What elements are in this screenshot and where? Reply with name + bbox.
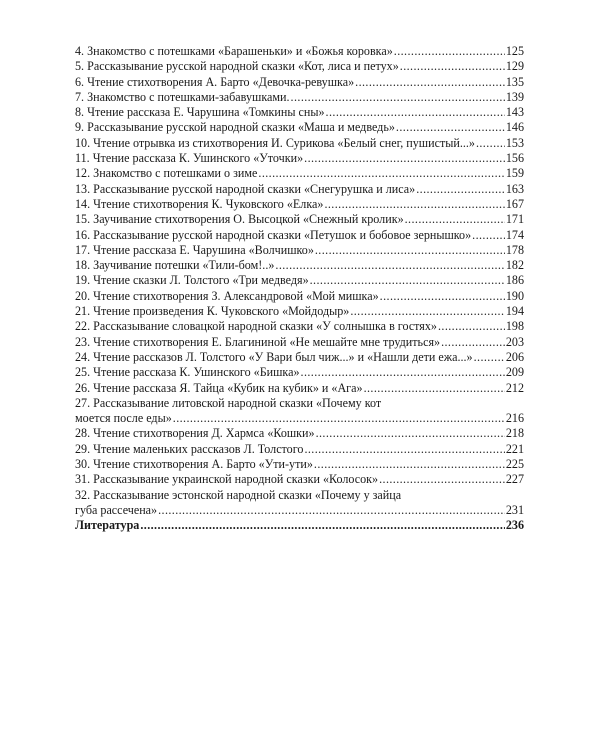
toc-page-number: 125 [505, 44, 524, 58]
table-of-contents [75, 44, 524, 534]
toc-entry-13[interactable] [75, 182, 524, 197]
toc-entry-literature[interactable] [75, 518, 524, 533]
toc-page-number: 182 [505, 258, 524, 273]
toc-entry-title: 18. Заучивание потешки «Тили-бом!..» [75, 258, 275, 273]
toc-page-number: 198 [505, 319, 524, 334]
toc-entry-title: 12. Знакомство с потешками о зиме [75, 166, 258, 181]
toc-entry-5[interactable] [75, 59, 524, 74]
toc-leader-dots [474, 350, 505, 365]
toc-page-number: 129 [505, 59, 524, 74]
toc-entry-8[interactable] [75, 105, 524, 120]
toc-leader-dots [476, 136, 505, 151]
toc-entry-title: 22. Рассказывание словацкой народной сказки «У солнышка в гостях» [75, 319, 437, 334]
toc-leader-dots [173, 411, 505, 426]
toc-entry-title: 15. Заучивание стихотворения О. Высоцкой «Снежный кролик» [75, 212, 404, 227]
toc-leader-dots [291, 90, 505, 105]
toc-entry-14[interactable] [75, 197, 524, 212]
toc-leader-dots [400, 59, 505, 74]
toc-entry-title: 25. Чтение рассказа К. Ушинского «Бишка» [75, 365, 300, 380]
toc-page-number: 139 [505, 89, 524, 104]
toc-entry-9[interactable] [75, 120, 524, 135]
toc-page-number: 218 [505, 426, 524, 441]
toc-entry-21[interactable] [75, 304, 524, 319]
toc-leader-dots [394, 44, 505, 59]
toc-entry-title: 26. Чтение рассказа Я. Тайца «Кубик на кубик» и «Ага» [75, 380, 363, 395]
toc-entry-title: 10. Чтение отрывка из стихотворения И. Сурикова «Белый снег, пушистый...» [75, 135, 475, 150]
toc-entry-17[interactable] [75, 243, 524, 258]
toc-page-number: 174 [505, 227, 524, 242]
toc-entry-title: 28. Чтение стихотворения Д. Хармса «Кошки» [75, 426, 315, 441]
toc-page-number: 143 [505, 105, 524, 120]
toc-entry-15[interactable] [75, 212, 524, 227]
toc-leader-dots [140, 518, 505, 533]
toc-entry-title: 7. Знакомство с потешками-забавушками. [75, 89, 290, 104]
toc-entry-19[interactable] [75, 273, 524, 288]
toc-leader-dots [324, 197, 504, 212]
toc-leader-dots [158, 503, 505, 518]
toc-entry-title-continued: моется после еды» [75, 411, 172, 426]
toc-entry-12[interactable] [75, 166, 524, 181]
toc-leader-dots [416, 182, 505, 197]
toc-page-number: 206 [505, 349, 524, 364]
toc-entry-title-continued: губа рассечена» [75, 502, 158, 517]
toc-entry-29[interactable] [75, 442, 524, 457]
toc-page-number: 227 [505, 472, 524, 487]
toc-entry-31[interactable] [75, 472, 524, 487]
toc-leader-dots [304, 442, 504, 457]
toc-entry-32[interactable] [75, 503, 524, 518]
toc-page-number: 221 [505, 441, 524, 456]
toc-page-number: 212 [505, 380, 524, 395]
toc-entry-title: 30. Чтение стихотворения А. Барто «Ути-ути» [75, 457, 313, 472]
toc-leader-dots [304, 151, 505, 166]
toc-page-number: 216 [505, 411, 524, 426]
toc-page-number: 146 [505, 120, 524, 135]
toc-entry-title: 17. Чтение рассказа Е. Чарушина «Волчишко» [75, 242, 314, 257]
toc-entry-title: 29. Чтение маленьких рассказов Л. Толстого [75, 441, 304, 456]
toc-entry-title: Литература [75, 518, 140, 533]
toc-leader-dots [364, 381, 505, 396]
toc-leader-dots [396, 120, 505, 135]
toc-entry-title: 6. Чтение стихотворения А. Барто «Девочка-ревушка» [75, 74, 355, 89]
toc-page-number: 153 [505, 135, 524, 150]
toc-leader-dots [380, 289, 505, 304]
toc-leader-dots [316, 426, 505, 441]
toc-entry-26[interactable] [75, 381, 524, 396]
toc-entry-23[interactable] [75, 335, 524, 350]
toc-entry-24[interactable] [75, 350, 524, 365]
toc-page-number: 156 [505, 151, 524, 166]
toc-entry-title: 20. Чтение стихотворения З. Александровой «Мой мишка» [75, 288, 379, 303]
toc-entry-title: 16. Рассказывание русской народной сказки «Петушок и бобовое зернышко» [75, 227, 472, 242]
toc-entry-title: 13. Рассказывание русской народной сказки «Снегурушка и лиса» [75, 181, 416, 196]
toc-leader-dots [310, 273, 505, 288]
toc-entry-11[interactable] [75, 151, 524, 166]
toc-entry-title: 21. Чтение произведения К. Чуковского «Мойдодыр» [75, 304, 350, 319]
toc-page-number: 163 [505, 181, 524, 196]
toc-entry-title: 8. Чтение рассказа Е. Чарушина «Томкины сны» [75, 105, 325, 120]
toc-page-number: 209 [505, 365, 524, 380]
toc-entry-22[interactable] [75, 319, 524, 334]
toc-entry-25[interactable] [75, 365, 524, 380]
toc-page-number: 194 [505, 304, 524, 319]
toc-leader-dots [258, 166, 504, 181]
toc-entry-27[interactable] [75, 411, 524, 426]
toc-leader-dots [315, 243, 505, 258]
toc-leader-dots [275, 258, 504, 273]
toc-page-number: 135 [505, 74, 524, 89]
toc-leader-dots [441, 335, 505, 350]
toc-entry-title: 9. Рассказывание русской народной сказки «Маша и медведь» [75, 120, 395, 135]
toc-page-number: 231 [505, 502, 524, 517]
toc-leader-dots [314, 457, 505, 472]
toc-leader-dots [301, 365, 505, 380]
toc-entry-title: 4. Знакомство с потешками «Барашеньки» и «Божья коровка» [75, 44, 393, 58]
toc-entry-title: 14. Чтение стихотворения К. Чуковского «Елка» [75, 196, 324, 211]
toc-entry-18[interactable] [75, 258, 524, 273]
toc-entry-title: 19. Чтение сказки Л. Толстого «Три медведя» [75, 273, 309, 288]
toc-page-number: 178 [505, 242, 524, 257]
toc-entry-title: 31. Рассказывание украинской народной сказки «Колосок» [75, 472, 379, 487]
toc-page-number: 159 [505, 166, 524, 181]
toc-entry-title: 11. Чтение рассказа К. Ушинского «Уточки» [75, 151, 304, 166]
toc-leader-dots [350, 304, 505, 319]
toc-entry-6[interactable] [75, 75, 524, 90]
toc-leader-dots [379, 472, 505, 487]
toc-page-number: 190 [505, 288, 524, 303]
toc-entry-30[interactable] [75, 457, 524, 472]
toc-page-number: 167 [505, 196, 524, 211]
toc-page-number: 171 [505, 212, 524, 227]
toc-leader-dots [438, 319, 505, 334]
toc-leader-dots [405, 212, 505, 227]
toc-entry-7[interactable] [75, 90, 524, 105]
toc-entry-4[interactable] [75, 44, 524, 59]
toc-page-number: 225 [505, 457, 524, 472]
toc-entry-20[interactable] [75, 289, 524, 304]
toc-entry-28[interactable] [75, 426, 524, 441]
toc-leader-dots [326, 105, 505, 120]
toc-entry-title: 23. Чтение стихотворения Е. Благининой «Не мешайте мне трудиться» [75, 334, 441, 349]
toc-page-number: 203 [505, 334, 524, 349]
toc-page-number: 236 [505, 518, 524, 533]
toc-entry-title: 5. Рассказывание русской народной сказки «Кот, лиса и петух» [75, 59, 399, 74]
toc-entry-32-first-line[interactable]: 32. Рассказывание эстонской народной сказки «Почему у зайца [75, 487, 402, 502]
toc-entry-16[interactable] [75, 228, 524, 243]
toc-leader-dots [355, 75, 505, 90]
toc-leader-dots [472, 228, 505, 243]
toc-page-number: 186 [505, 273, 524, 288]
toc-entry-title: 24. Чтение рассказов Л. Толстого «У Вари был чиж...» и «Нашли дети ежа...» [75, 349, 473, 364]
toc-entry-10[interactable] [75, 136, 524, 151]
toc-entry-27-first-line[interactable]: 27. Рассказывание литовской народной сказки «Почему кот [75, 395, 382, 410]
